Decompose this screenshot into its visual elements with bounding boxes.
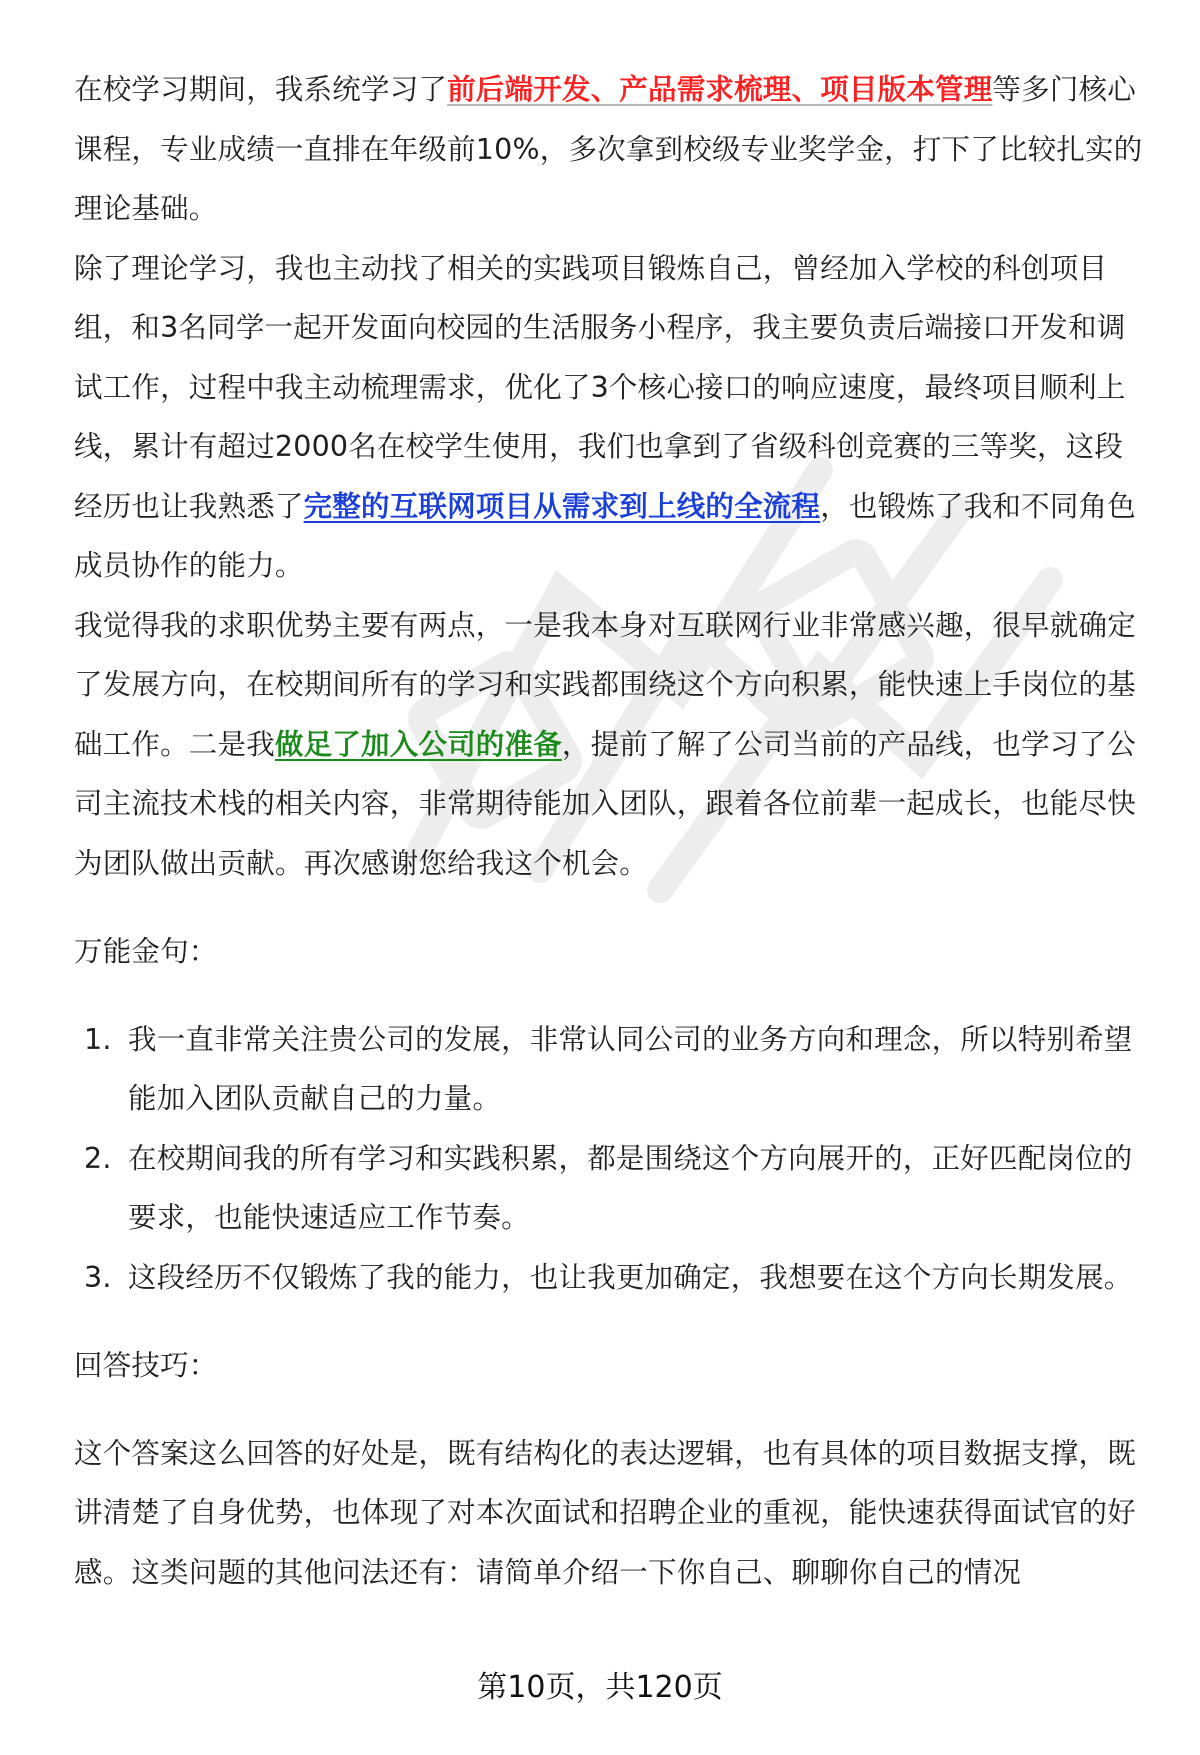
paragraph-text: ，提前了解了公司当前的产品线，也学习了公司主流技术栈的相关内容，非常期待能加入团队，跟着各位前辈一起成长，也能尽快为团队做出贡献。再次感谢您给我这个机会。 — [74, 727, 1136, 880]
list-item-number: 1. — [84, 1022, 112, 1056]
tips-paragraph: 这个答案这么回答的好处是，既有结构化的表达逻辑，也有具体的项目数据支撑，既讲清楚了自身优势，也体现了对本次面试和招聘企业的重视，能快速获得面试官的好感。这类问题的其他问法还有：请简单介绍一下你自己、聊聊你自己的情况 — [74, 1436, 1136, 1589]
paragraph-text: 除了理论学习，我也主动找了相关的实践项目锻炼自己，曾经加入学校的科创项目组，和3名同学一起开发面向校园的生活服务小程序，我主要负责后端接口开发和调试工作，过程中我主动梳理需求，优化了3个核心接口的响应速度，最终项目顺利上线，累计有超过2000名在校学生使用，我们也拿到了省级科创竞赛的三等奖，这段经历也让我熟悉了 — [74, 251, 1126, 523]
list-item-text: 我一直非常关注贵公司的发展，非常认同公司的业务方向和理念，所以特别希望能加入团队贡献自己的力量。 — [128, 1022, 1133, 1115]
highlight-full-process: 完整的互联网项目从需求到上线的全流程 — [303, 489, 821, 523]
practice-paragraph — [74, 239, 1146, 596]
paragraph-text: 我觉得我的求职优势主要有两点，一是我本身对互联网行业非常感兴趣，很早就确定了发展方向，在校期间所有的学习和实践都围绕这个方向积累，能快速上手岗位的基础工作。二是我 — [74, 608, 1136, 761]
paragraph-text: 在校学习期间，我系统学习了 — [74, 73, 448, 106]
page-indicator: 第10页，共120页 — [477, 1670, 723, 1705]
list-item-number: 3. — [84, 1260, 112, 1294]
list-item-number: 2. — [84, 1141, 112, 1175]
list-item — [74, 1129, 1146, 1248]
list-item — [74, 1248, 1146, 1308]
paragraph-text: 等多门核心课程，专业成绩一直排在年级前10%，多次拿到校级专业奖学金，打下了比较扎实的理论基础。 — [74, 73, 1143, 225]
highlight-courses: 前后端开发、产品需求梳理、项目版本管理 — [447, 73, 993, 106]
highlight-preparation: 做足了加入公司的准备 — [274, 727, 562, 761]
golden-sentences-label: 万能金句： — [74, 935, 218, 968]
tips-label: 回答技巧： — [74, 1349, 218, 1382]
advantage-paragraph — [74, 596, 1146, 894]
intro-paragraph-study — [74, 60, 1146, 239]
list-item — [74, 1010, 1146, 1129]
list-item-text: 在校期间我的所有学习和实践积累，都是围绕这个方向展开的，正好匹配岗位的要求，也能快速适应工作节奏。 — [128, 1141, 1133, 1234]
golden-sentences-list — [74, 1010, 1146, 1308]
paragraph-text: ，也锻炼了我和不同角色成员协作的能力。 — [74, 489, 1136, 582]
main-content — [74, 60, 1146, 1602]
list-item-text: 这段经历不仅锻炼了我的能力，也让我更加确定，我想要在这个方向长期发展。 — [128, 1260, 1133, 1294]
